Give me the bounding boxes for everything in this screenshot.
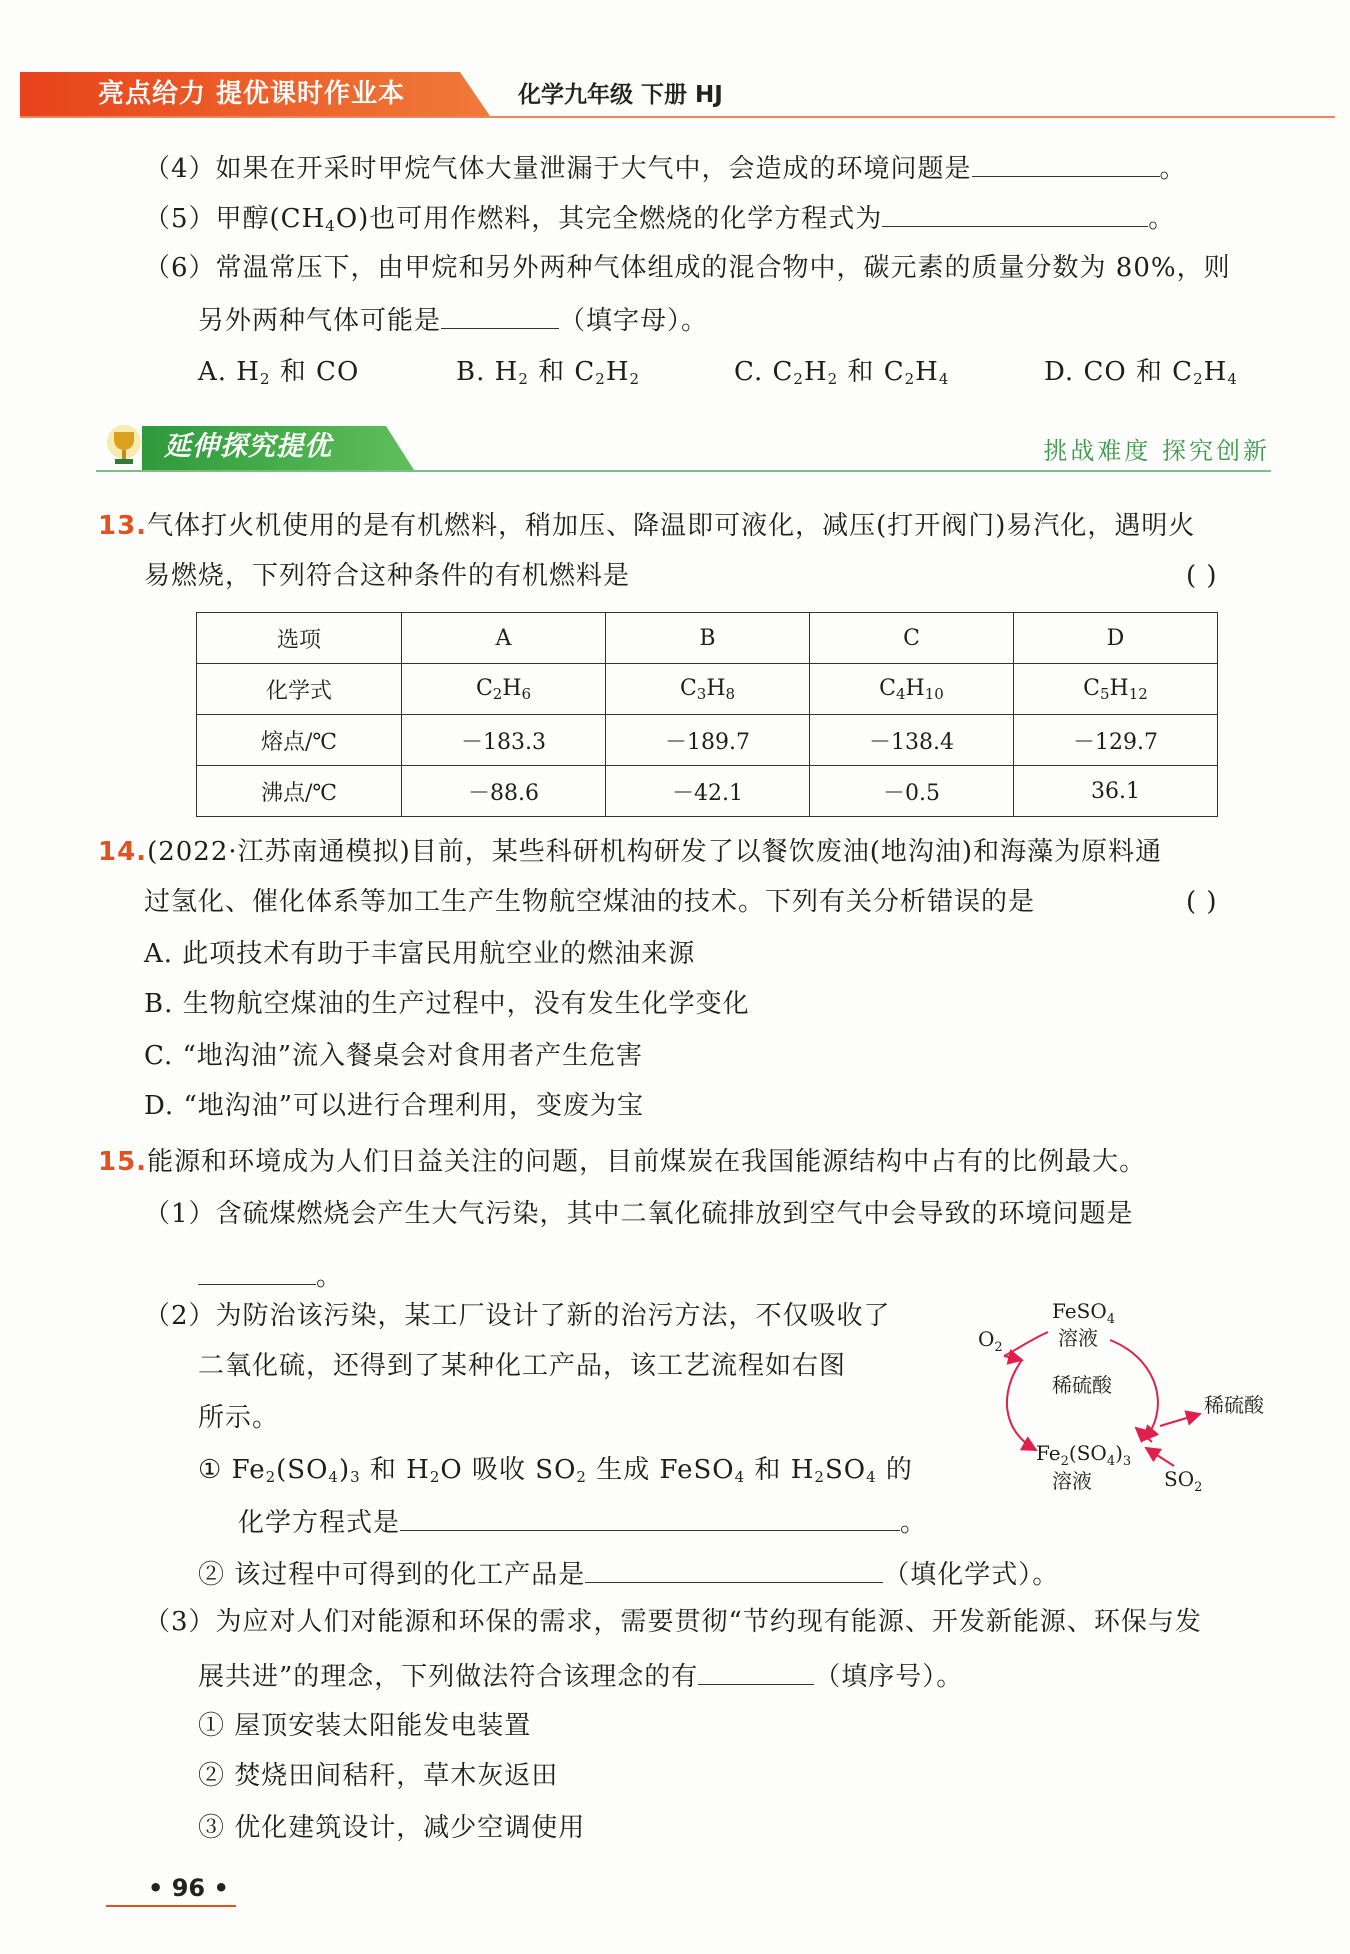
dilute-acid-label: 稀硫酸 <box>1052 1373 1112 1397</box>
section-slogan: 挑战难度 探究创新 <box>1043 437 1270 465</box>
o2-label: $O_2$ <box>978 1327 1003 1355</box>
q12-option-a: A. $H_2$ 和 CO <box>198 357 360 388</box>
question-number: 13. <box>98 511 148 541</box>
so2-label: $SO_2$ <box>1164 1467 1203 1495</box>
q15-part2-line3: 所示。 <box>198 1403 280 1433</box>
question-number: 14. <box>98 837 148 867</box>
section-title: 延伸探究提优 <box>164 431 332 462</box>
q12-part4: （4）如果在开采时甲烷气体大量泄漏于大气中，会造成的环境问题是 。 <box>144 146 1187 189</box>
fe2so43-solution-label: 溶液 <box>1052 1469 1092 1493</box>
formula-cell: $C_3H_8$ <box>606 664 810 715</box>
formula-cell: $C_5H_{12}$ <box>1014 664 1218 715</box>
formula-cell: $C_4H_{10}$ <box>810 664 1014 715</box>
q14-option-a: A. 此项技术有助于丰富民用航空业的燃油来源 <box>144 939 696 969</box>
melting-cell: －138.4 <box>810 715 1014 766</box>
trophy-icon <box>107 425 141 464</box>
dilute-acid-output-label: 稀硫酸 <box>1204 1393 1264 1417</box>
answer-paren: ( ) <box>1186 561 1218 591</box>
q12-part6-line1: （6）常温常压下，由甲烷和另外两种气体组成的混合物中，碳元素的质量分数为 80%，则 <box>144 253 1231 283</box>
o2-arrow-line <box>1004 1332 1048 1356</box>
q12-option-b: B. $H_2$ 和 $C_2H_2$ <box>456 357 641 388</box>
table-row-label: 沸点/℃ <box>197 766 402 817</box>
process-flow-diagram <box>960 1290 1280 1510</box>
q15-part3-line2: 展共进”的理念，下列做法符合该理念的有 （填序号）。 <box>198 1654 963 1697</box>
formula-cell: $C_2H_6$ <box>402 664 606 715</box>
q14-line2: 过氢化、催化体系等加工生产生物航空煤油的技术。下列有关分析错误的是 <box>144 887 1036 917</box>
q15-item-3: ③ 优化建筑设计，减少空调使用 <box>198 1813 586 1843</box>
q14-option-d: D. “地沟油”可以进行合理利用，变废为宝 <box>144 1091 645 1121</box>
melting-cell: －129.7 <box>1014 715 1218 766</box>
q15-part2-line1: （2）为防治该污染，某工厂设计了新的治污方法，不仅吸收了 <box>144 1301 891 1331</box>
table-row <box>197 766 1218 817</box>
table-row-label: 化学式 <box>197 664 402 715</box>
q15-part2-line2: 二氧化硫，还得到了某种化工产品，该工艺流程如右图 <box>198 1351 847 1381</box>
answer-paren: ( ) <box>1186 887 1218 917</box>
q12-option-d: D. CO 和 $C_2H_4$ <box>1044 357 1238 388</box>
q14-option-b: B. 生物航空煤油的生产过程中，没有发生化学变化 <box>144 989 750 1019</box>
table-row <box>197 664 1218 715</box>
q14-line1: 14.(2022·江苏南通模拟)目前，某些科研机构研发了以餐饮废油(地沟油)和海藻为原料通 <box>98 837 1163 867</box>
table-header-cell: C <box>810 613 1014 664</box>
q15-part1: （1）含硫煤燃烧会产生大气污染，其中二氧化硫排放到空气中会导致的环境问题是 <box>144 1199 1134 1229</box>
acid-output-arrow <box>1160 1414 1200 1426</box>
q13-line2: 易燃烧，下列符合这种条件的有机燃料是 <box>144 561 631 591</box>
table-header-cell: B <box>606 613 810 664</box>
q15-sub1-line2: 化学方程式是 。 <box>238 1500 927 1543</box>
header-title: 亮点给力 提优课时作业本 <box>98 79 406 109</box>
header-divider <box>20 116 1335 118</box>
q15-sub1-line1: ① $Fe_2(SO_4)_3$ 和 $H_2O$ 吸收 $SO_2$ 生成 FeSO$_4$ 和 $H_2SO_4$ 的 <box>198 1455 913 1486</box>
page-number: • 96 • <box>148 1874 229 1902</box>
o2-arrow <box>1004 1356 1022 1360</box>
boiling-cell: －42.1 <box>606 766 810 817</box>
q12-option-c: C. $C_2H_2$ 和 $C_2H_4$ <box>734 357 950 388</box>
section-divider <box>96 470 1271 472</box>
table-row-label: 熔点/℃ <box>197 715 402 766</box>
footer-divider <box>106 1905 236 1907</box>
feso4-label: FeSO$_4$ <box>1052 1299 1115 1327</box>
book-info: 化学九年级 下册 HJ <box>518 82 723 108</box>
boiling-cell: 36.1 <box>1014 766 1218 817</box>
so2-input-arrow <box>1146 1448 1174 1466</box>
melting-cell: －183.3 <box>402 715 606 766</box>
q15-sub2: ② 该过程中可得到的化工产品是 （填化学式）。 <box>198 1552 1059 1595</box>
q12-part5: （5）甲醇$(CH_4O)$也可用作燃料，其完全燃烧的化学方程式为 。 <box>144 196 1175 246</box>
table-row <box>197 715 1218 766</box>
q15-stem: 15.能源和环境成为人们日益关注的问题，目前煤炭在我国能源结构中占有的比例最大。 <box>98 1147 1147 1177</box>
q14-option-c: C. “地沟油”流入餐桌会对食用者产生危害 <box>144 1041 644 1071</box>
melting-cell: －189.7 <box>606 715 810 766</box>
cycle-arrow-left <box>1007 1360 1036 1450</box>
table-header-cell: D <box>1014 613 1218 664</box>
question-number: 15. <box>98 1147 148 1177</box>
fe2so43-label: $Fe_2(SO_4)_3$ <box>1036 1441 1132 1469</box>
table-header-cell: A <box>402 613 606 664</box>
feso4-solution-label: 溶液 <box>1058 1326 1098 1350</box>
q15-part1-answer: 。 <box>198 1254 343 1297</box>
boiling-cell: －0.5 <box>810 766 1014 817</box>
fuel-properties-table <box>196 612 1218 817</box>
q15-item-1: ① 屋顶安装太阳能发电装置 <box>198 1711 532 1741</box>
q15-item-2: ② 焚烧田间秸秆，草木灰返田 <box>198 1761 559 1791</box>
boiling-cell: －88.6 <box>402 766 606 817</box>
cycle-arrow-right <box>1110 1340 1158 1440</box>
table-row <box>197 613 1218 664</box>
table-header-cell: 选项 <box>197 613 402 664</box>
q15-part3-line1: （3）为应对人们对能源和环保的需求，需要贯彻“节约现有能源、开发新能源、环保与发 <box>144 1607 1202 1637</box>
q12-part6-line2: 另外两种气体可能是 （填字母）。 <box>198 298 708 341</box>
q13-line1: 13.气体打火机使用的是有机燃料，稍加压、降温即可液化，减压(打开阀门)易汽化，遇明火 <box>98 511 1196 541</box>
